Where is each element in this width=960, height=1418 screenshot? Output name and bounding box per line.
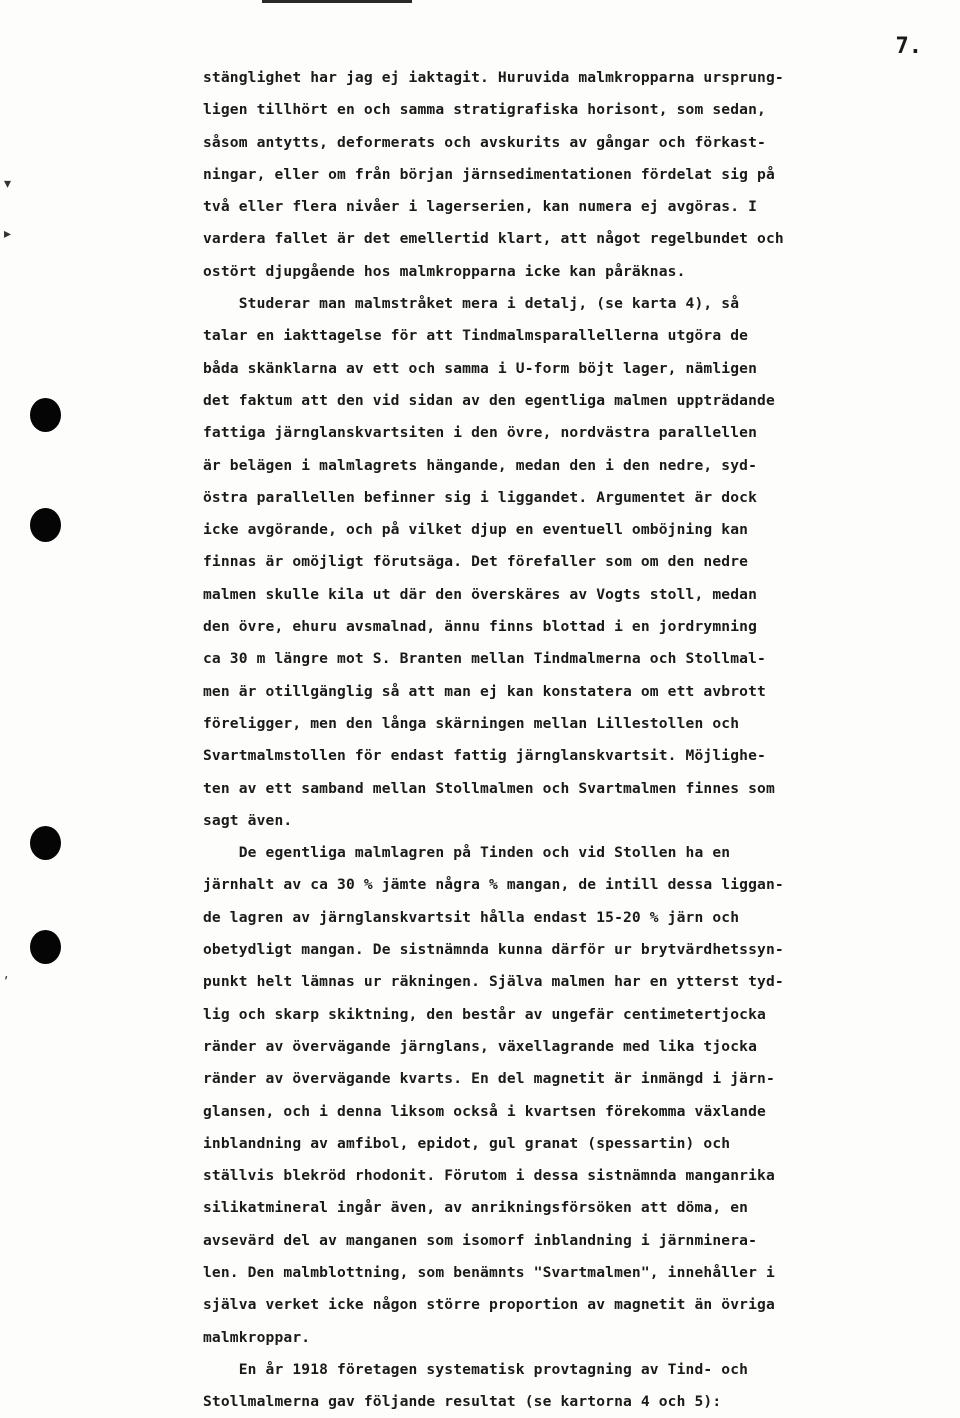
punch-hole-3 <box>30 826 61 860</box>
body-line: den övre, ehuru avsmalnad, ännu finns blottad i en jordrymning <box>203 618 758 636</box>
body-line: såsom antytts, deformerats och avskurits av gångar och förkast- <box>203 133 766 151</box>
body-line: järnhalt av ca 30 % jämte några % mangan, de intill dessa liggan- <box>203 876 784 894</box>
page-number: 7. <box>895 34 922 59</box>
body-line: ränder av övervägande järnglans, växellagrande med lika tjocka <box>203 1037 758 1055</box>
body-line: men är otillgänglig så att man ej kan konstatera om ett avbrott <box>203 682 766 700</box>
body-line: punkt helt lämnas ur räkningen. Själva malmen har en ytterst tyd- <box>203 973 784 991</box>
body-line: avsevärd del av manganen som isomorf inblandning i järnminera- <box>203 1231 758 1249</box>
body-line: Stollmalmerna gav följande resultat (se kartorna 4 och 5): <box>203 1393 722 1411</box>
body-line: silikatmineral ingår även, av anrikningsförsöken att döma, en <box>203 1199 749 1217</box>
body-line: De egentliga malmlagren på Tinden och vid Stollen ha en <box>203 844 731 862</box>
body-line: En år 1918 företagen systematisk provtagning av Tind- och <box>203 1360 749 1378</box>
margin-mark-3: , <box>4 966 9 982</box>
body-line: finnas är omöjligt förutsäga. Det förefaller som om den nedre <box>203 553 749 571</box>
body-line: ränder av övervägande kvarts. En del magnetit är inmängd i järn- <box>203 1070 775 1088</box>
body-line: föreligger, men den långa skärningen mellan Lillestollen och <box>203 714 740 732</box>
body-line: glansen, och i denna liksom också i kvartsen förekomma växlande <box>203 1102 766 1120</box>
margin-mark-1: ▾ <box>4 176 12 192</box>
body-line: ställvis blekröd rhodonit. Förutom i dessa sistnämnda manganrika <box>203 1167 775 1185</box>
body-line: len. Den malmblottning, som benämnts "Svartmalmen", innehåller i <box>203 1263 775 1281</box>
body-line: obetydligt mangan. De sistnämnda kunna därför ur brytvärdhetssyn- <box>203 941 784 959</box>
body-line: Studerar man malmstråket mera i detalj, (se karta 4), så <box>203 295 740 313</box>
top-edge-rule <box>262 0 412 3</box>
body-line: fattiga järnglanskvartsiten i den övre, nordvästra parallellen <box>203 424 758 442</box>
body-line: talar en iakttagelse för att Tindmalmsparallellerna utgöra de <box>203 327 749 345</box>
body-line: ten av ett samband mellan Stollmalmen och Svartmalmen finnes som <box>203 779 775 797</box>
body-line: är belägen i malmlagrets hängande, medan den i den nedre, syd- <box>203 456 758 474</box>
body-line: båda skänklarna av ett och samma i U-form böjt lager, nämligen <box>203 359 758 377</box>
body-line: ligen tillhört en och samma stratigrafiska horisont, som sedan, <box>203 101 766 119</box>
body-line: ca 30 m längre mot S. Branten mellan Tindmalmerna och Stollmal- <box>203 650 766 668</box>
body-line: Svartmalmstollen för endast fattig järnglanskvartsit. Möjlighe- <box>203 747 766 765</box>
punch-hole-2 <box>30 508 61 542</box>
typewritten-body <box>203 62 948 1418</box>
body-line: icke avgörande, och på vilket djup en eventuell omböjning kan <box>203 521 749 539</box>
body-line: de lagren av järnglanskvartsit hålla endast 15-20 % järn och <box>203 908 740 926</box>
body-line: två eller flera nivåer i lagerserien, kan numera ej avgöras. I <box>203 198 758 216</box>
body-line: det faktum att den vid sidan av den egentliga malmen uppträdande <box>203 391 775 409</box>
body-line: malmkroppar. <box>203 1328 311 1346</box>
punch-hole-4 <box>30 930 61 964</box>
body-line: ningar, eller om från början järnsedimentationen fördelat sig på <box>203 165 775 183</box>
body-line: stänglighet har jag ej iaktagit. Huruvida malmkropparna ursprung- <box>203 69 784 86</box>
punch-hole-1 <box>30 398 61 432</box>
body-line: malmen skulle kila ut där den överskäres av Vogts stoll, medan <box>203 585 758 603</box>
body-line: ostört djupgående hos malmkropparna icke kan påräknas. <box>203 262 686 280</box>
body-line: själva verket icke någon större proportion av magnetit än övriga <box>203 1296 775 1314</box>
body-line: vardera fallet är det emellertid klart, att något regelbundet och <box>203 230 784 248</box>
body-line: östra parallellen befinner sig i liggandet. Argumentet är dock <box>203 488 758 506</box>
margin-mark-2: ▸ <box>4 226 12 242</box>
body-line: sagt även. <box>203 811 293 829</box>
body-line: lig och skarp skiktning, den består av ungefär centimetertjocka <box>203 1005 766 1023</box>
body-line: inblandning av amfibol, epidot, gul granat (spessartin) och <box>203 1134 731 1152</box>
